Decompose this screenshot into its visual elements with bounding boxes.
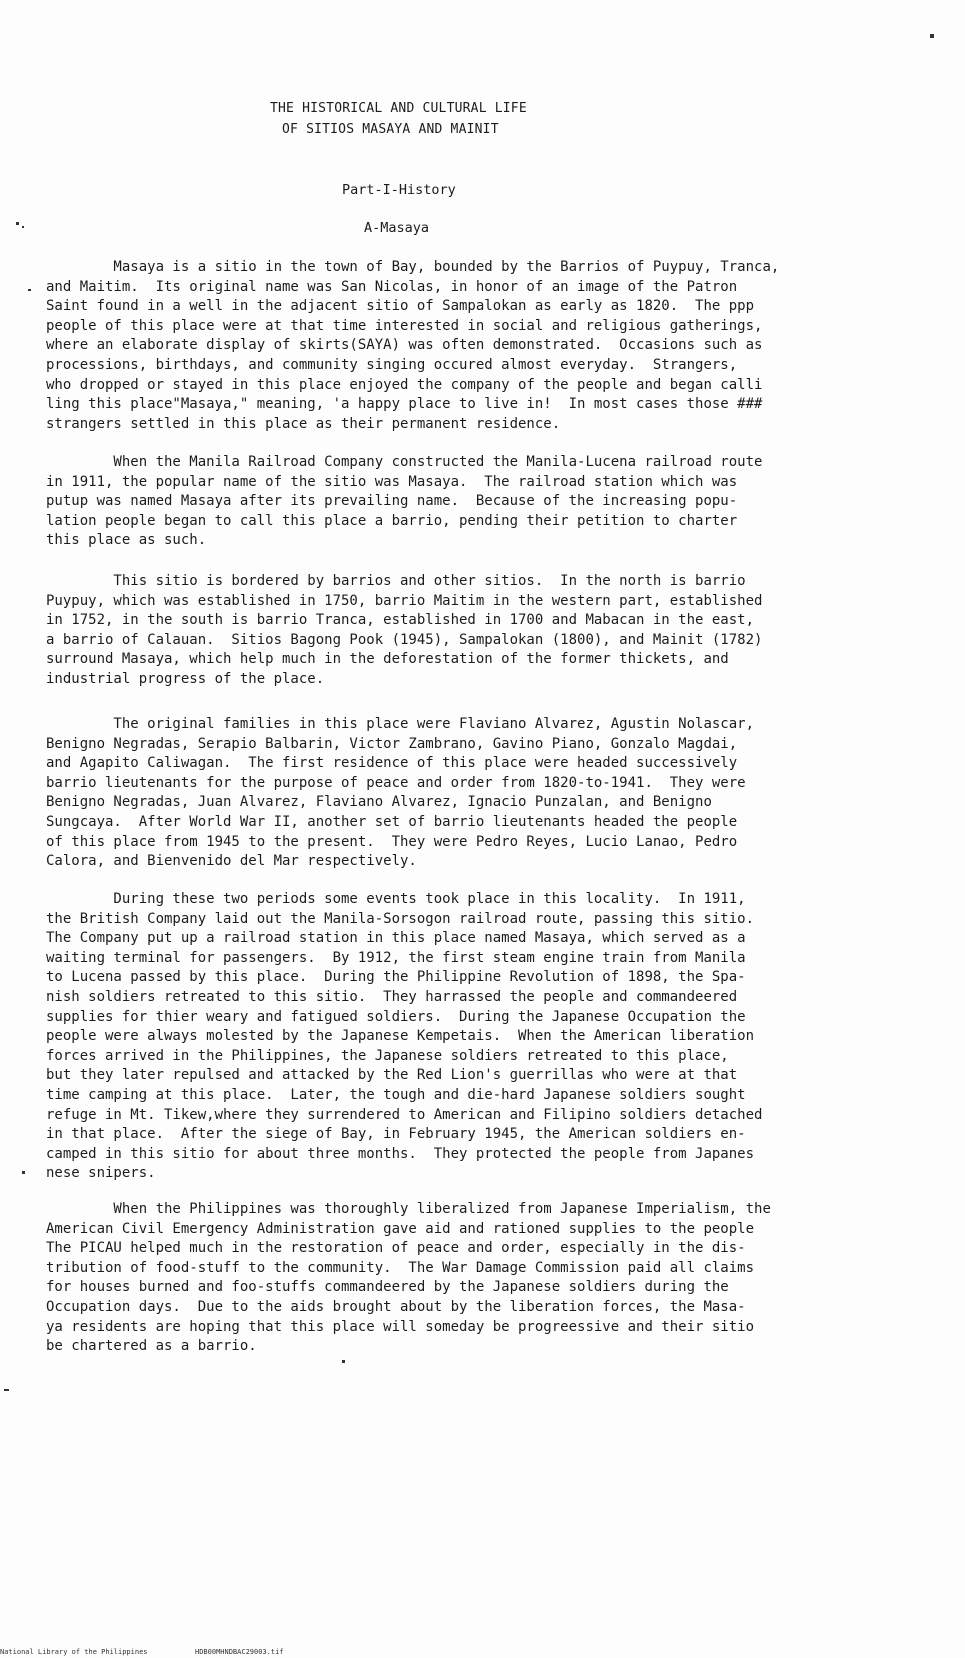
paragraph-line: waiting terminal for passengers. By 1912, the first steam engine train from Manila	[46, 949, 746, 966]
paragraph-line: but they later repulsed and attacked by the Red Lion's guerrillas who were at that	[46, 1067, 738, 1084]
paragraph-line: camped in this sitio for about three months. They protected the people from Japanes	[46, 1145, 755, 1162]
paragraph-line: of this place from 1945 to the present. They were Pedro Reyes, Lucio Lanao, Pedro	[46, 833, 738, 850]
paragraph-line: Benigno Negradas, Juan Alvarez, Flaviano Alvarez, Ignacio Punzalan, and Benigno	[46, 794, 712, 811]
paragraph-line: supplies for thier weary and fatigued soldiers. During the Japanese Occupation the	[46, 1008, 746, 1025]
paragraph-line: ya residents are hoping that this place will someday be progreessive and their sitio	[46, 1318, 755, 1335]
document-title-line-1: THE HISTORICAL AND CULTURAL LIFE	[270, 101, 527, 116]
scan-speck	[4, 1389, 9, 1391]
paragraph-line: forces arrived in the Philippines, the Japanese soldiers retreated to this place,	[46, 1047, 729, 1064]
paragraph-line: Saint found in a well in the adjacent sitio of Sampalokan as early as 1820. The ppp	[46, 298, 755, 315]
paragraph-line: where an elaborate display of skirts(SAYA) was often demonstrated. Occasions such as	[46, 337, 763, 354]
paragraph-line: this place as such.	[46, 532, 207, 549]
paragraph-line: a barrio of Calauan. Sitios Bagong Pook (1945), Sampalokan (1800), and Mainit (1782)	[46, 631, 763, 648]
paragraph-line: nese snipers.	[46, 1165, 156, 1182]
paragraph-line: The Company put up a railroad station in this place named Masaya, which served as a	[46, 930, 746, 947]
paragraph	[46, 572, 912, 690]
paragraph-line: nish soldiers retreated to this sitio. They harrassed the people and commandeered	[46, 988, 738, 1005]
scan-speck	[22, 1171, 25, 1174]
scan-speck	[930, 34, 934, 38]
paragraph-line: people of this place were at that time interested in social and religious gatherings,	[46, 317, 763, 334]
footer-file-reference: HDB00MHNDBAC29003.tif	[195, 1648, 284, 1656]
paragraph-line: and Agapito Caliwagan. The first residence of this place were headed successively	[46, 755, 738, 772]
paragraph-line: people were always molested by the Japanese Kempetais. When the American liberation	[46, 1028, 755, 1045]
paragraph	[46, 1200, 912, 1357]
paragraph-line: in 1752, in the south is barrio Tranca, established in 1700 and Mabacan in the east,	[46, 612, 755, 629]
paragraph-line: in 1911, the popular name of the sitio was Masaya. The railroad station which was	[46, 473, 738, 490]
paragraph-line: The original families in this place were Flaviano Alvarez, Agustin Nolascar,	[46, 716, 755, 732]
paragraph-line: Sungcaya. After World War II, another set of barrio lieutenants headed the people	[46, 813, 738, 830]
paragraph-line: be chartered as a barrio.	[46, 1338, 257, 1355]
paragraph-line: Puypuy, which was established in 1750, barrio Maitim in the western part, established	[46, 592, 763, 609]
paragraph-line: Occupation days. Due to the aids brought about by the liberation forces, the Masa-	[46, 1298, 746, 1315]
paragraph-line: industrial progress of the place.	[46, 670, 325, 687]
scan-speck	[28, 289, 31, 291]
paragraph-line: strangers settled in this place as their permanent residence.	[46, 415, 561, 432]
paragraph-line: putup was named Masaya after its prevailing name. Because of the increasing popu-	[46, 493, 738, 510]
document-title-line-2: OF SITIOS MASAYA AND MAINIT	[282, 122, 499, 137]
section-heading: A-Masaya	[364, 220, 430, 236]
paragraph-line: When the Manila Railroad Company constructed the Manila-Lucena railroad route	[46, 454, 763, 470]
paragraph-line: During these two periods some events took place in this locality. In 1911,	[46, 891, 746, 907]
paragraph-line: The PICAU helped much in the restoration of peace and order, especially in the dis-	[46, 1240, 746, 1257]
paragraph	[46, 258, 912, 434]
paragraph-line: processions, birthdays, and community singing occured almost everyday. Strangers,	[46, 356, 738, 373]
paragraph-line: for houses burned and foo-stuffs commandeered by the Japanese soldiers during the	[46, 1279, 729, 1296]
scan-speck	[342, 1360, 345, 1363]
paragraph-line: barrio lieutenants for the purpose of peace and order from 1820-to-1941. They were	[46, 774, 746, 791]
paragraph-line: refuge in Mt. Tikew,where they surrendered to American and Filipino soldiers detached	[46, 1106, 763, 1123]
paragraph-line: American Civil Emergency Administration gave aid and rationed supplies to the people	[46, 1220, 755, 1237]
paragraph-line: and Maitim. Its original name was San Nicolas, in honor of an image of the Patron	[46, 278, 738, 295]
paragraph-line: to Lucena passed by this place. During the Philippine Revolution of 1898, the Spa-	[46, 969, 746, 986]
scan-speck	[16, 222, 19, 225]
paragraph	[46, 890, 912, 1184]
paragraph-line: Masaya is a sitio in the town of Bay, bounded by the Barrios of Puypuy, Tranca,	[46, 259, 780, 275]
part-heading: Part-I-History	[342, 182, 456, 198]
paragraph-line: Calora, and Bienvenido del Mar respectively.	[46, 853, 417, 870]
scan-speck	[22, 226, 24, 228]
paragraph-line: ling this place"Masaya," meaning, 'a happy place to live in! In most cases those ###	[46, 396, 763, 413]
footer-library-name: National Library of the Philippines	[0, 1648, 148, 1656]
paragraph-line: the British Company laid out the Manila-Sorsogon railroad route, passing this sitio.	[46, 910, 755, 927]
paragraph-line: lation people began to call this place a barrio, pending their petition to charter	[46, 512, 738, 529]
paragraph-line: in that place. After the siege of Bay, in February 1945, the American soldiers en-	[46, 1126, 746, 1143]
paragraph-line: tribution of food-stuff to the community. The War Damage Commission paid all claims	[46, 1259, 755, 1276]
paragraph-line: When the Philippines was thoroughly liberalized from Japanese Imperialism, the	[46, 1201, 771, 1217]
paragraph-line: surround Masaya, which help much in the deforestation of the former thickets, and	[46, 651, 729, 668]
paragraph	[46, 715, 912, 872]
paragraph-line: Benigno Negradas, Serapio Balbarin, Victor Zambrano, Gavino Piano, Gonzalo Magdai,	[46, 735, 738, 752]
paragraph-line: who dropped or stayed in this place enjoyed the company of the people and began calli	[46, 376, 763, 393]
paragraph-line: time camping at this place. Later, the tough and die-hard Japanese soldiers sought	[46, 1086, 746, 1103]
paragraph-line: This sitio is bordered by barrios and other sitios. In the north is barrio	[46, 573, 746, 589]
paragraph	[46, 453, 912, 551]
